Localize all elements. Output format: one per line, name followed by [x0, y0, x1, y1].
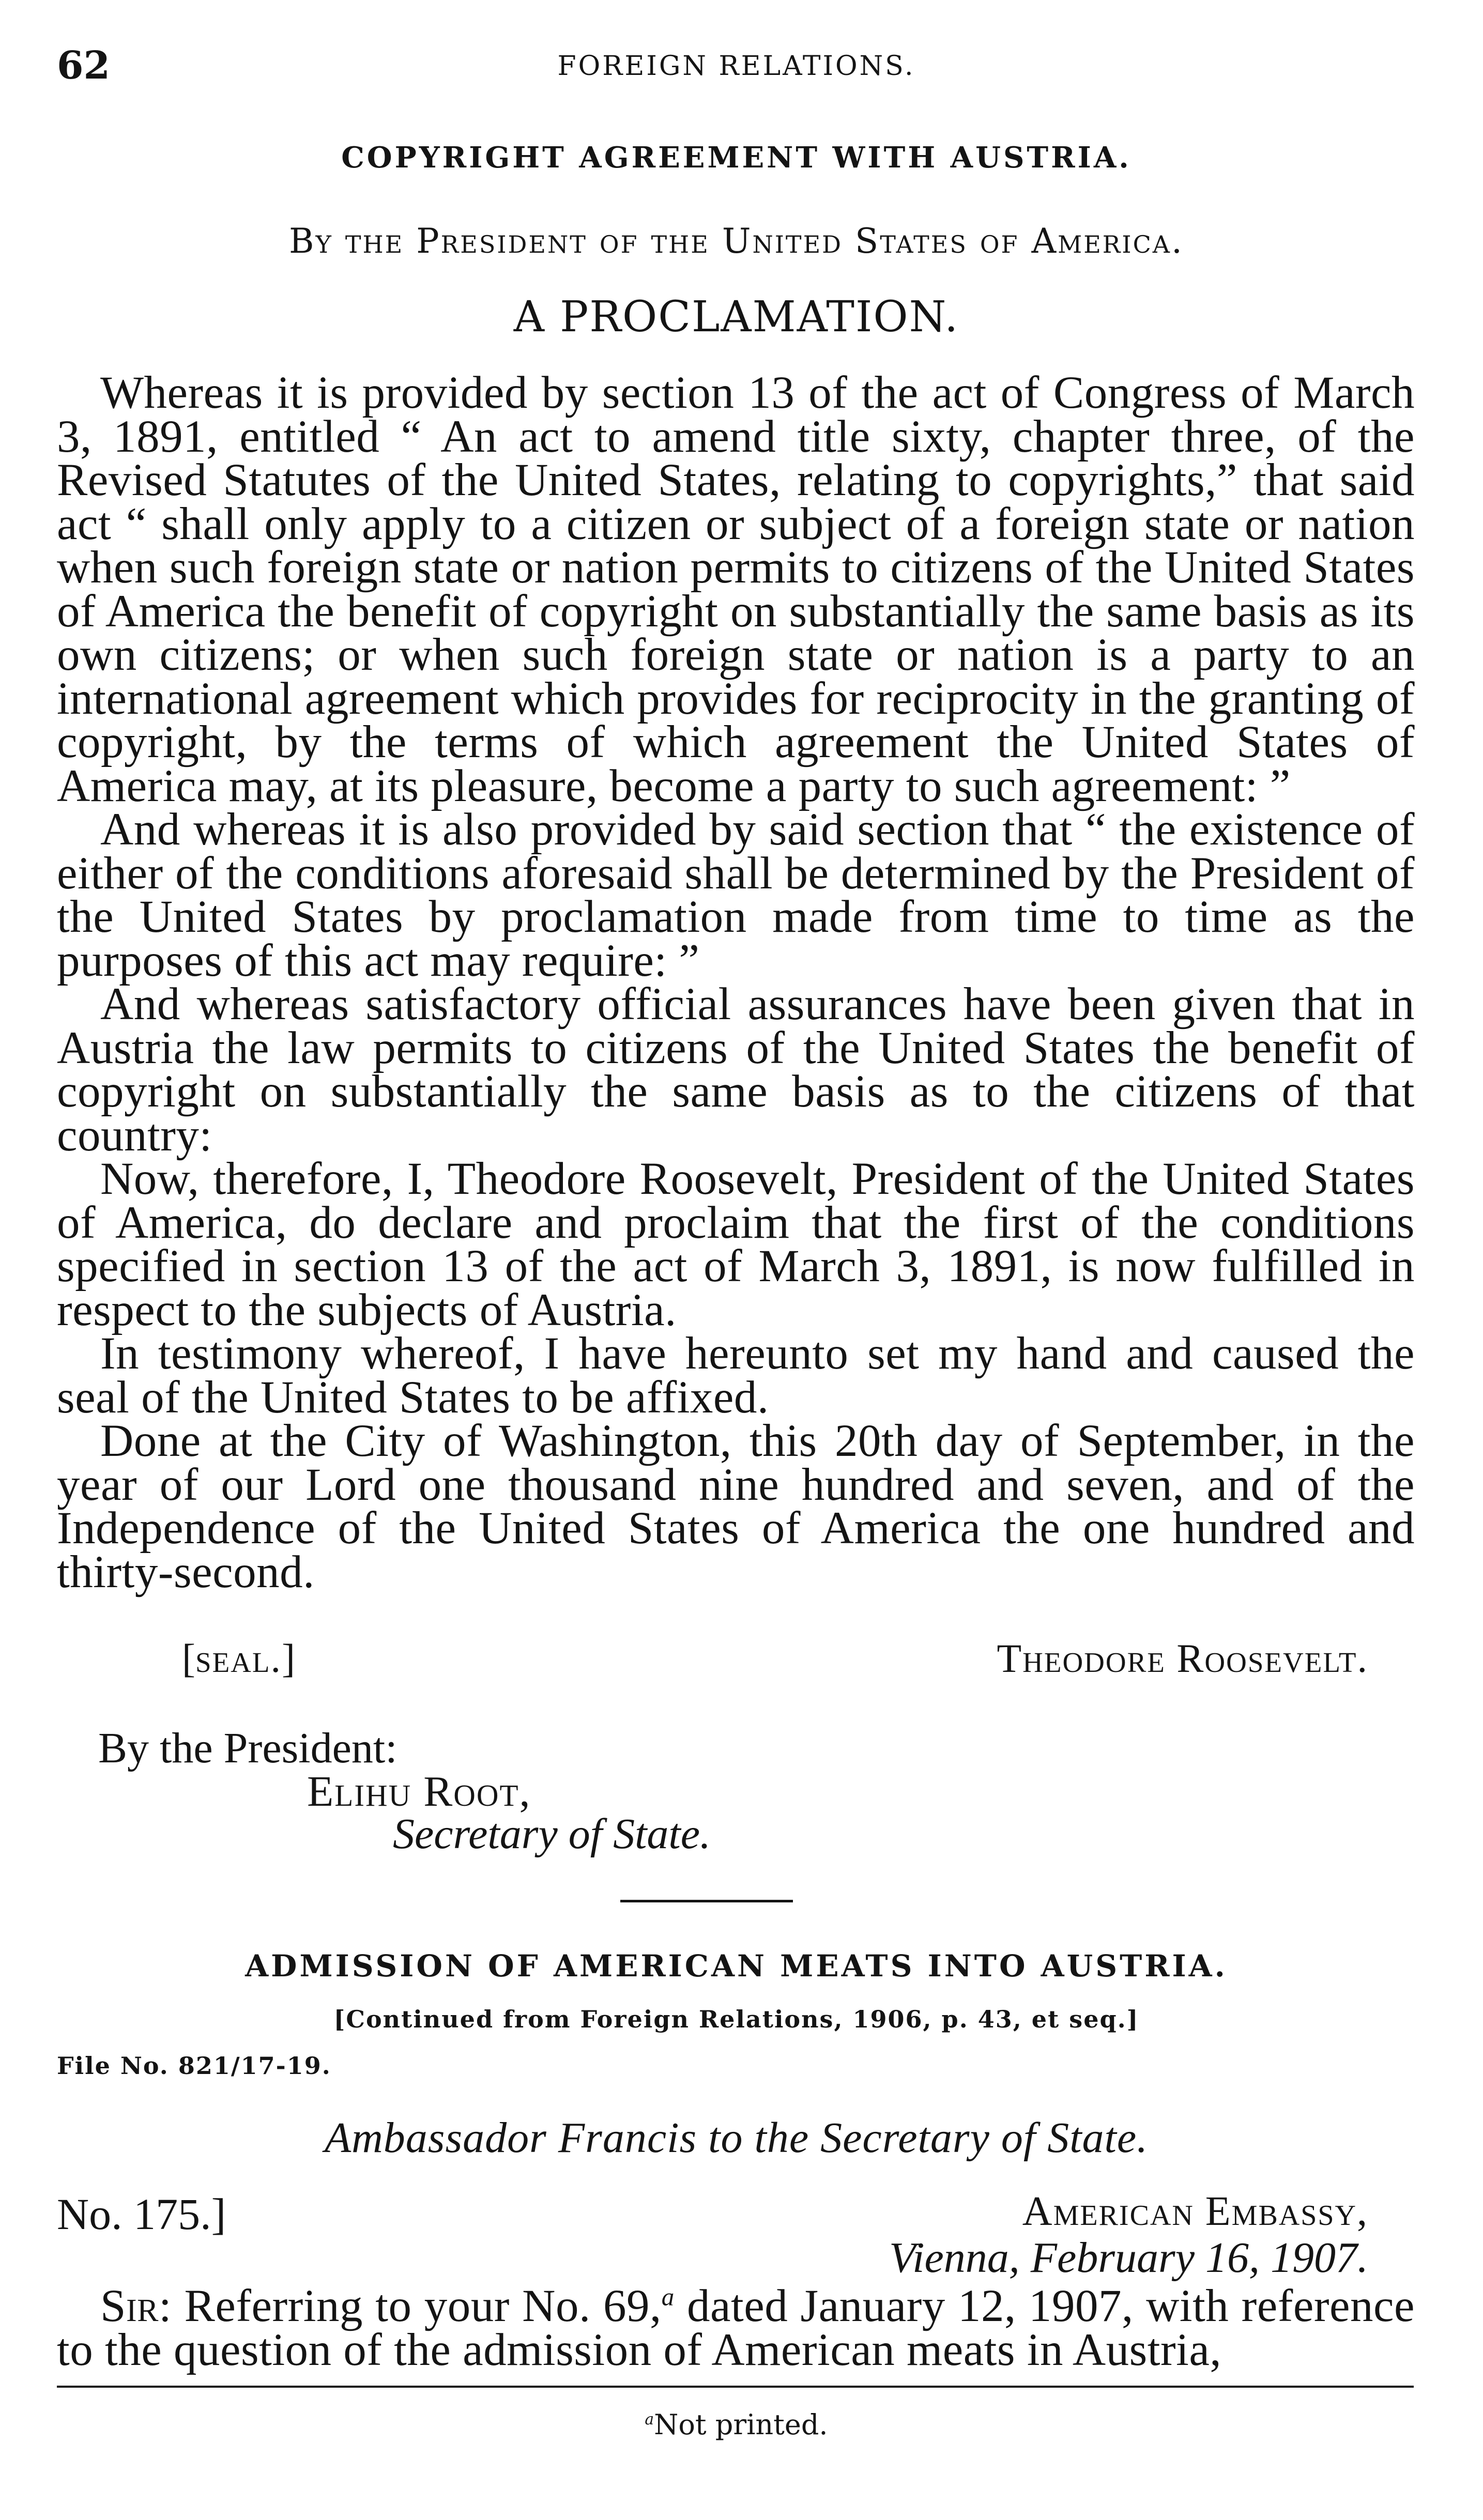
paragraph-whereas-1: Whereas it is provided by section 13 of the act of Congress of March 3, 1891, entitled “ An act to amend title sixty, chapter three, of the Revised Statutes of the United States, relating to copyrights,” that said act “ shall only apply to a citizen or subject of a foreign state or nation when such foreign state or nation permits to citizens of the United States of America the benefit of copyright on substantially the same basis as its own citizens; or when such foreign state or nation is a party to an international agreement which provides for reciprocity in the granting of copyright, by the terms of which agreement the United States of America may, at its pleasure, become a party to such agreement: ”	[57, 367, 1415, 811]
seal-word: seal.	[195, 1636, 282, 1681]
letter-paragraph	[57, 2281, 1415, 2375]
paragraph-done-at: Done at the City of Washington, this 20th day of September, in the year of our Lord one thousand nine hundred and seven, and of the Independence of the United States of America the one hundred and thirty-second.	[57, 1416, 1415, 1597]
paragraph-whereas-2: And whereas it is also provided by said section that “ the existence of either of the conditions aforesaid shall be determined by the President of the United States by proclamation made from time to time as the purposes of this act may require: ”	[57, 804, 1415, 986]
paragraph-testimony: In testimony whereof, I have hereunto set my hand and caused the seal of the United States to be affixed.	[57, 1328, 1415, 1423]
seal-open-bracket: [	[182, 1636, 195, 1681]
footnote	[57, 2408, 1416, 2441]
proclamation-by-line: By the President of the United States of America.	[289, 221, 1184, 261]
continued-note: [Continued from Foreign Relations, 1906, p. 43, et seq.]	[333, 2005, 1139, 2033]
section-divider	[620, 1900, 793, 1902]
section-title-meats: ADMISSION OF AMERICAN MEATS INTO AUSTRIA.	[245, 1948, 1228, 1984]
letter-heading: Ambassador Francis to the Secretary of State.	[324, 2114, 1149, 2162]
attest-title: Secretary of State.	[393, 1810, 711, 1858]
letter-body	[57, 2281, 1415, 2375]
attest-intro: By the President:	[98, 1724, 397, 1772]
letter-text-a: : Referring to your No. 69,	[159, 2281, 662, 2331]
page-number: 62	[57, 43, 110, 88]
embassy-name: American Embassy,	[1022, 2189, 1368, 2234]
attest-name: Elihu Root,	[307, 1768, 531, 1816]
footnote-rule	[57, 2386, 1414, 2388]
seal-close-bracket: ]	[281, 1636, 295, 1681]
running-head: FOREIGN RELATIONS.	[557, 51, 915, 82]
file-number: File No. 821/17-19.	[57, 2052, 331, 2080]
footnote-text: Not printed.	[654, 2408, 828, 2441]
page-header	[57, 43, 1416, 95]
letter-text-b: dated January 12, 1907, with reference to the question of the admission of American meats in Austria,	[57, 2281, 1415, 2375]
paragraph-now-therefore: Now, therefore, I, Theodore Roosevelt, President of the United States of America, do declare and proclaim that the first of the conditions specified in section 13 of the act of March 3, 1891, is now fulfilled in respect to the subjects of Austria.	[57, 1154, 1415, 1335]
footnote-marker: a	[645, 2410, 654, 2429]
paragraph-whereas-3: And whereas satisfactory official assurances have been given that in Austria the law permits to citizens of the United States the benefit of copyright on substantially the same basis as to the citizens of that country:	[57, 979, 1415, 1161]
section-title-copyright: COPYRIGHT AGREEMENT WITH AUSTRIA.	[341, 141, 1132, 175]
place-date: Vienna, February 16, 1907.	[889, 2234, 1368, 2282]
signature-roosevelt: Theodore Roosevelt.	[997, 1636, 1368, 1681]
footnote-reference: a	[661, 2282, 675, 2311]
seal-mark	[182, 1635, 295, 1682]
proclamation-heading: A PROCLAMATION.	[513, 293, 959, 342]
salutation: Sir	[100, 2281, 159, 2331]
despatch-number: No. 175.]	[57, 2189, 226, 2239]
proclamation-body	[57, 367, 1415, 1597]
